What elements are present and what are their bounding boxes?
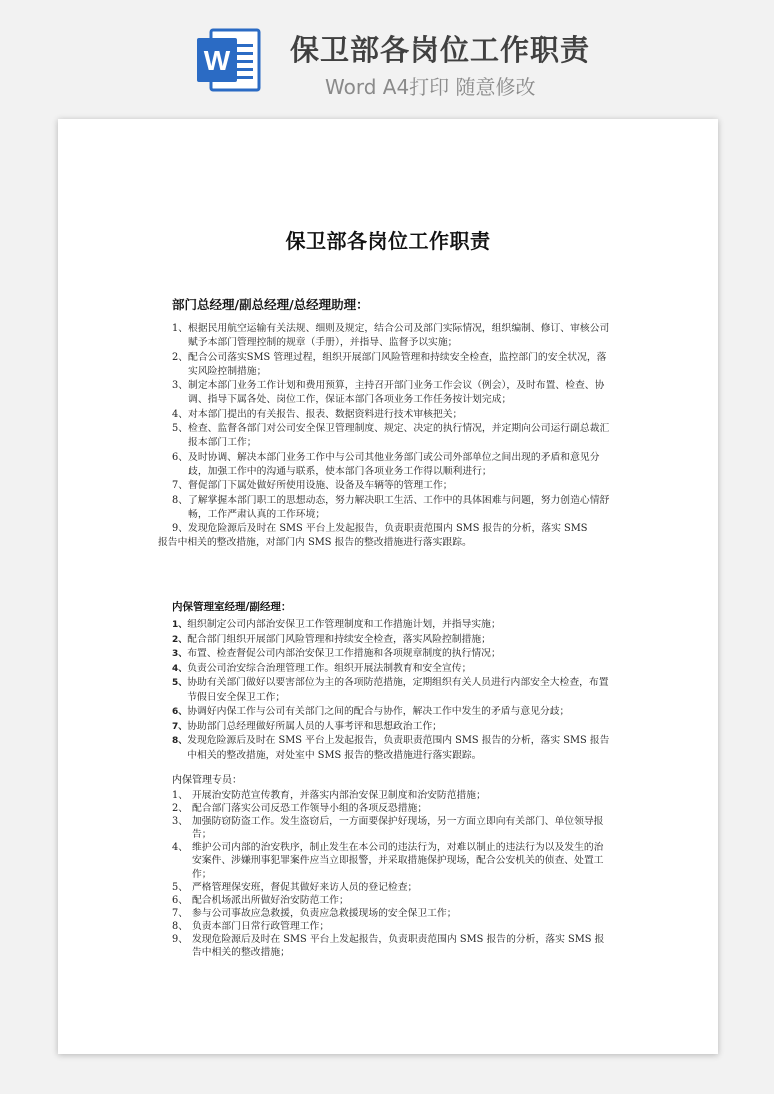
header-subtitle: Word A4打印 随意修改 [325, 75, 536, 99]
list-item-text: 开展治安防范宣传教育，并落实内部治安保卫制度和治安防范措施； [192, 790, 486, 801]
list-item [172, 841, 612, 880]
list-item [172, 920, 612, 933]
list-item-number: 5、 [172, 881, 189, 893]
list-item-text: 加强防窃防盗工作。发生盗窃后，一方面要保护好现场，另一方面立即向有关部门、单位领导报告； [192, 816, 604, 841]
list-item-text: 负责本部门日常行政管理工作； [192, 920, 330, 932]
list-item [172, 705, 612, 720]
document-page [58, 119, 718, 1054]
section-heading: 内保管理室经理/副经理： [172, 601, 292, 613]
list-item-text: 根据民用航空运输有关法规、细则及规定，结合公司及部门实际情况，组织编制、修订、审核公司赋予本部门管理控制的规章（手册），并指导、监督予以实施； [188, 323, 610, 349]
list-item-number: 6、 [172, 707, 188, 717]
list-item-text: 参与公司事故应急救援，负责应急救援现场的安全保卫工作； [192, 907, 457, 919]
list-item-number: 4、 [172, 408, 189, 420]
list-item-text: 及时协调、解决本部门业务工作中与公司其他业务部门或公司外部单位之间出现的矛盾和意见分歧，加强工作中的沟通与联系，使本部门各项业务工作得以顺利进行； [188, 451, 600, 477]
header-title: 保卫部各岗位工作职责 [290, 33, 591, 67]
list-item-number: 4、 [172, 842, 189, 854]
list-item-number: 5、 [172, 678, 188, 688]
list-item-number: 4、 [172, 663, 188, 674]
list-item-text: 布置、检查督促公司内部治安保卫工作措施和各项规章制度的执行情况； [187, 648, 501, 659]
word-doc-icon [193, 24, 265, 96]
word-icon-letter: W [203, 45, 231, 76]
list-item-number: 5、 [172, 423, 189, 435]
list-item-text: 配合公司落实SMS 管理过程，组织开展部门风险管理和持续安全检查，监控部门的安全状况，落实风险控制措施； [188, 351, 607, 377]
list-item-number: 2、 [172, 803, 189, 815]
list-item [172, 734, 612, 763]
section-general-manager [158, 295, 612, 551]
list-item-number: 6、 [172, 451, 189, 463]
list-item-number: 2、 [172, 351, 189, 363]
list-item-number: 1、 [172, 790, 189, 801]
list-item [172, 933, 612, 959]
header-banner [0, 0, 774, 118]
list-item-text: 了解掌握本部门职工的思想动态，努力解决职工生活、工作中的具体困难与问题，努力创造心情舒畅，工作严肃认真的工作环境； [188, 494, 610, 520]
list-item [172, 451, 612, 480]
list-item [172, 494, 612, 523]
list-item-number: 9、 [172, 934, 189, 946]
list-item-text: 报告中相关的整改措施，对部门内 SMS 报告的整改措施进行落实跟踪。 [158, 537, 472, 549]
list-item-text: 配合机场派出所做好治安防范工作； [192, 894, 349, 906]
list-item-text: 发现危险源后及时在 SMS 平台上发起报告，负责职责范围内 SMS 报告的分析，落实 SMS [188, 523, 588, 535]
list-item [172, 379, 612, 408]
list-item-number: 3、 [172, 380, 189, 392]
list-item-text: 对本部门提出的有关报告、报表、数据资料进行技术审核把关； [188, 408, 463, 420]
list-item [172, 322, 612, 351]
list-item-number: 8、 [172, 920, 189, 932]
list-item [172, 815, 612, 841]
list-item-text: 制定本部门业务工作计划和费用预算，主持召开部门业务工作会议（例会），及时布置、检查、协调、指导下属各处、岗位工作，保证本部门各项业务工作任务按计划完成； [188, 380, 605, 406]
list-item-number: 7、 [172, 907, 189, 919]
list-item [172, 802, 612, 815]
list-item [172, 647, 612, 662]
list-item-text: 维护公司内部的治安秩序，制止发生在本公司的违法行为，对难以制止的违法行为以及发生的治安案件、涉嫌刑事犯罪案件应当立即报警，并采取措施保护现场，配合公安机关的侦查、处置工作； [192, 842, 604, 880]
list-item [172, 676, 612, 705]
section-internal-security-manager [172, 599, 612, 763]
list-item-number: 3、 [172, 816, 189, 828]
list-item-number: 9、 [172, 523, 189, 535]
list-item [172, 618, 612, 633]
section-internal-security-specialist [172, 771, 612, 959]
list-item [172, 789, 612, 802]
list-item-text: 组织制定公司内部治安保卫工作管理制度和工作措施计划，并指导实施； [187, 619, 501, 630]
list-item-number: 8、 [172, 736, 188, 746]
list-item-number: 8、 [172, 494, 189, 506]
list-item-text: 检查、监督各部门对公司安全保卫管理制度、规定、决定的执行情况，并定期向公司运行副总裁汇报本部门工作； [188, 423, 610, 449]
list-item [172, 662, 612, 677]
list-item-text: 配合部门落实公司反恐工作领导小组的各项反恐措施； [192, 803, 428, 815]
list-item [172, 351, 612, 380]
list-item [172, 408, 612, 422]
list-item [172, 720, 612, 735]
list-item [172, 522, 612, 536]
document-title: 保卫部各岗位工作职责 [285, 229, 491, 253]
section-heading: 部门总经理/副总经理/总经理助理： [172, 297, 369, 312]
list-item-text: 督促部门下属处做好所使用设施、设备及车辆等的管理工作； [188, 480, 453, 492]
list-item-text: 发现危险源后及时在 SMS 平台上发起报告，负责职责范围内 SMS 报告的分析，落实 SMS 报告中相关的整改措施； [192, 934, 605, 959]
list-item-text: 负责公司治安综合治理管理工作。组织开展法制教育和安全宣传； [187, 662, 472, 674]
list-item-text: 配合部门组织开展部门风险管理和持续安全检查，落实风险控制措施； [187, 633, 491, 645]
list-item-text: 协助有关部门做好以要害部位为主的各项防范措施，定期组织有关人员进行内部安全大检查，布置节假日安全保卫工作； [187, 677, 609, 703]
list-item-number: 7、 [172, 721, 188, 732]
list-item-number: 3、 [172, 649, 188, 659]
list-item [172, 633, 612, 648]
list-item [172, 881, 612, 894]
list-item-text: 协调好内保工作与公司有关部门之间的配合与协作，解决工作中发生的矛盾与意见分歧； [187, 706, 570, 717]
list-item-number: 6、 [172, 894, 189, 906]
list-item [172, 894, 612, 907]
list-item-number: 1、 [172, 620, 188, 630]
list-item [172, 907, 612, 920]
list-item-number: 7、 [172, 480, 189, 492]
list-item [172, 422, 612, 451]
list-item [172, 479, 612, 493]
list-item-number: 2、 [172, 634, 188, 645]
list-item-text: 发现危险源后及时在 SMS 平台上发起报告，负责职责范围内 SMS 报告的分析，落实 SMS 报告中相关的整改措施，对处室中 SMS 报告的整改措施进行落实跟踪。 [187, 735, 610, 761]
list-item-text: 协助部门总经理做好所属人员的人事考评和思想政治工作； [187, 720, 442, 732]
list-item-text: 严格管理保安班，督促其做好来访人员的登记检查； [192, 881, 418, 893]
section-heading: 内保管理专员： [172, 775, 242, 786]
list-item [158, 536, 612, 550]
list-item-number: 1、 [172, 323, 189, 334]
